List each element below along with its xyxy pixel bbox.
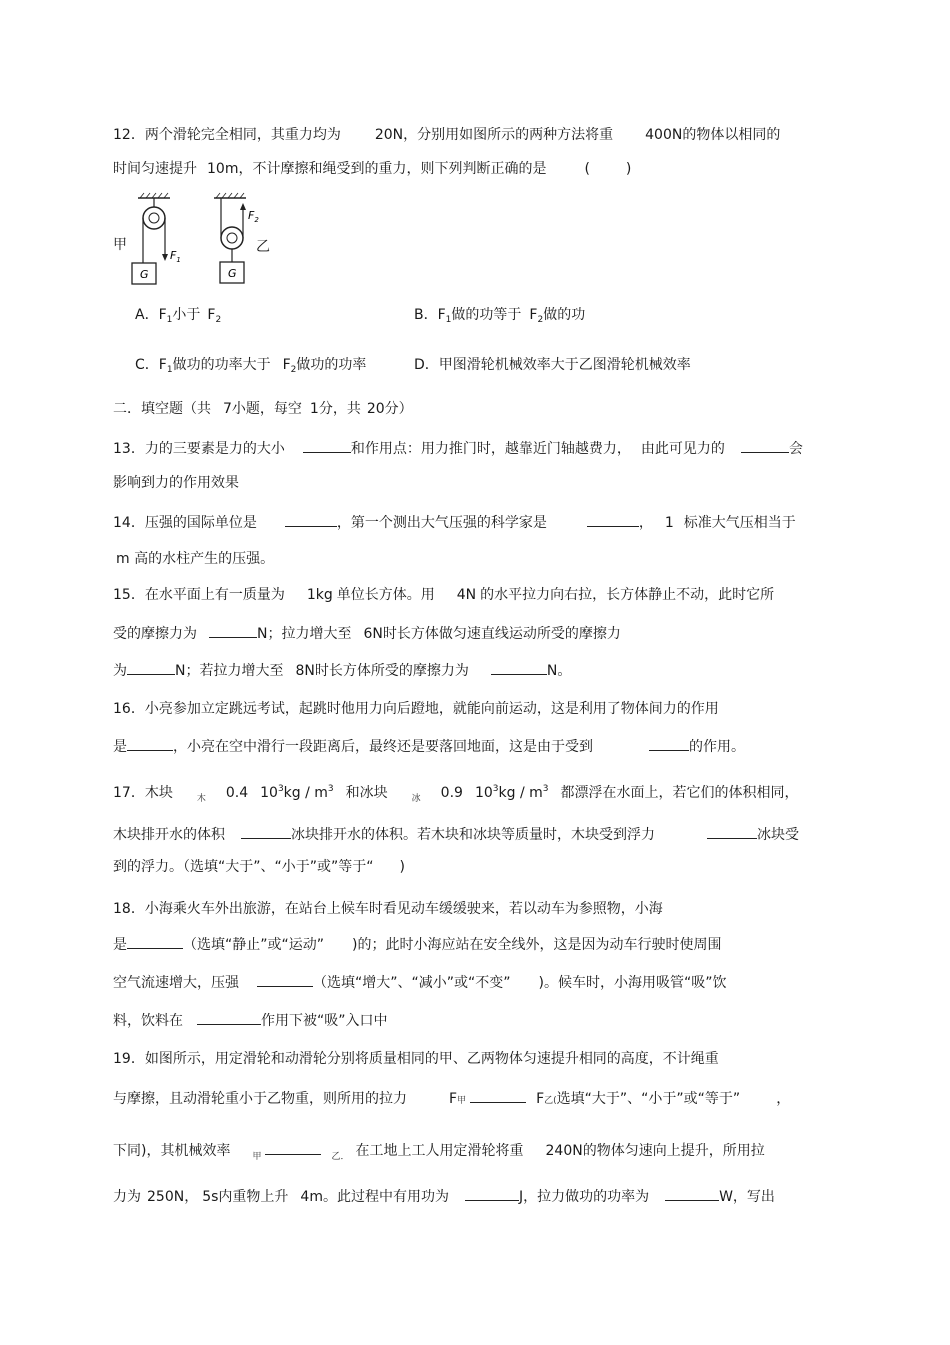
q13-text: 13．力的三要素是力的大小: [113, 441, 285, 457]
q17-text: 都漂浮在水面上，若它们的体积相同，: [560, 785, 799, 801]
q16-text: ，小亮在空中滑行一段距离后，最终还是要落回地面，这是由于受到: [173, 739, 593, 755]
q17-sup: 3: [277, 784, 284, 794]
q19-text: 力为: [113, 1189, 141, 1205]
q14-text: 14．压强的国际单位是: [113, 515, 257, 531]
option-a-sub: 1: [166, 315, 173, 325]
fill-blank[interactable]: [127, 660, 175, 675]
q18-text: )的；此时小海应站在安全线外，这是因为动车行驶时使周围: [352, 937, 722, 953]
fill-blank[interactable]: [303, 438, 351, 453]
section-text: 7小题，每空: [223, 401, 302, 417]
q17-text: 17．木块: [113, 785, 173, 801]
q18-text: 是: [113, 937, 127, 953]
fill-blank[interactable]: [587, 512, 639, 527]
q15-line2: [113, 623, 621, 643]
q15-text: 时长方体做匀速直线运动所受的摩擦力: [382, 626, 621, 642]
q19-text: 与摩擦，且动滑轮重小于乙物重，则所用的拉力: [113, 1091, 407, 1107]
block-g-yi: G: [228, 267, 237, 280]
svg-text:F2: [248, 209, 259, 224]
option-b-text: F: [437, 307, 446, 323]
q14-text: ，: [638, 515, 653, 531]
q15-line3: [113, 660, 571, 680]
fill-blank[interactable]: [257, 972, 313, 987]
q14-text: 1: [664, 515, 674, 531]
q16-line2: [113, 736, 745, 756]
option-a-sub: 2: [215, 315, 222, 325]
section-text: 20分）: [366, 401, 413, 417]
fill-blank[interactable]: [285, 512, 337, 527]
section2-heading: [113, 400, 413, 418]
q18-text: 空气流速增大，压强: [113, 975, 239, 991]
option-c-sub: 1: [166, 365, 173, 375]
movable-pulley-diagram: [214, 193, 259, 283]
q15-text: 单位长方体。用: [336, 587, 435, 603]
option-b-letter: B．: [414, 307, 438, 323]
q19-text: ，: [776, 1091, 791, 1107]
force-f1-sub: 1: [176, 256, 181, 264]
option-b-text: F: [529, 307, 538, 323]
q17-sup: 3: [492, 784, 499, 794]
option-c-text: 做功的功率: [296, 357, 367, 373]
fill-blank[interactable]: [209, 623, 257, 638]
q19-value: 240N: [545, 1143, 583, 1159]
q12-value: 10m: [207, 161, 239, 177]
fill-blank[interactable]: [265, 1140, 321, 1155]
answer-paren-close: ): [625, 161, 632, 177]
q18-text: )。候车时，小海用吸管“吸”饮: [538, 975, 727, 991]
fill-blank[interactable]: [197, 1010, 261, 1025]
force-f2-label: F: [248, 209, 255, 222]
q17-text: 木块排开水的体积: [113, 827, 225, 843]
q18-line2: [113, 934, 721, 954]
answer-paren-open: (: [584, 161, 590, 177]
q17-text: 冰块受: [757, 827, 799, 843]
section-text: 二．填空题（共: [113, 401, 211, 417]
q19-text: 选填“大于”、“小于”或“等于”: [556, 1091, 741, 1107]
option-a-letter: A．: [135, 307, 159, 323]
q19-sub: 乙(: [544, 1096, 557, 1106]
q12-text: 12．两个滑轮完全相同，其重力均为: [113, 127, 341, 143]
q18-line3: [113, 972, 727, 992]
q15-value: 8N: [295, 663, 315, 679]
q19-value: 5s: [202, 1189, 219, 1205]
q19-sub: 甲: [457, 1096, 467, 1106]
q14-text: 标准大气压相当于: [683, 515, 796, 531]
q14-line1: [113, 512, 796, 532]
block-g-jia: G: [140, 268, 149, 281]
q13-text: 和作用点：用力推门时，越靠近门轴越费力，: [350, 441, 631, 457]
fixed-pulley-diagram: [132, 193, 181, 284]
q17-value: 10: [260, 785, 278, 801]
q17-text: ): [399, 859, 405, 875]
q17-rho-sub: 冰: [411, 794, 421, 804]
q19-text: 。此过程中有用功为: [322, 1189, 449, 1205]
q19-text: 内重物上升: [218, 1189, 289, 1205]
figure-label-jia: 甲: [113, 237, 127, 253]
option-b-text: 做的功等于: [451, 307, 522, 323]
q19-line4: [113, 1186, 775, 1206]
q13-line2: 影响到力的作用效果: [113, 475, 239, 491]
q15-text: 时长方体所受的摩擦力为: [314, 663, 469, 679]
q17-line1: [113, 780, 798, 808]
q17-text: 和冰块: [345, 785, 388, 801]
q17-unit: kg / m: [283, 785, 328, 801]
q12-text: 时间匀速提升: [113, 161, 197, 177]
q13-text: 会: [788, 441, 803, 457]
option-d: D．甲图滑轮机械效率大于乙图滑轮机械效率: [414, 357, 691, 373]
q19-line2: [113, 1088, 790, 1110]
fill-blank[interactable]: [665, 1186, 719, 1201]
q19-symbol: F: [536, 1091, 545, 1107]
q19-line1: 19．如图所示，用定滑轮和动滑轮分别将质量相同的甲、乙两物体匀速提升相同的高度，不计绳重: [113, 1051, 719, 1067]
option-a: [135, 306, 221, 329]
q15-text: 的水平拉力向右拉，长方体静止不动，此时它所: [480, 587, 775, 603]
q17-line2: [113, 824, 799, 844]
force-f2-sub: 2: [254, 216, 259, 224]
fill-blank[interactable]: [465, 1186, 519, 1201]
q17-line3: [113, 858, 405, 876]
q14-text: ，第一个测出大气压强的科学家是: [336, 515, 547, 531]
q12-line1: [113, 126, 780, 144]
q17-rho-sub: 木: [196, 794, 206, 804]
q19-text: 的物体匀速向上提升，所用拉: [582, 1143, 765, 1159]
q12-value: 20N: [374, 127, 404, 143]
q17-sup: 3: [327, 784, 334, 794]
q19-symbol: F: [449, 1091, 458, 1107]
q19-line3: [113, 1140, 765, 1166]
q17-text: 到的浮力。（选填“大于”、“小于”或”等于“: [113, 859, 374, 875]
q15-value: 1kg: [306, 587, 333, 603]
q18-text: 料，饮料在: [113, 1013, 183, 1029]
q15-text: 受的摩擦力为: [113, 626, 197, 642]
q19-eta-sub: 甲: [252, 1152, 262, 1162]
q12-text: ，不计摩擦和绳受到的重力，则下列判断正确的是: [238, 161, 547, 177]
section-text: 1分，共: [309, 401, 361, 417]
fill-blank[interactable]: [127, 736, 173, 751]
q18-text: （选填“增大”、“减小”或“不变”: [313, 975, 511, 991]
q15-line1: [113, 586, 774, 604]
q18-text: （选填“静止”或“运动”: [183, 937, 325, 953]
figure-label-yi: 乙: [256, 239, 270, 255]
q15-text: 为: [113, 663, 127, 679]
q13-line1: [113, 438, 803, 458]
q12-line2: [113, 160, 631, 178]
q18-text: 作用下被“吸”入口中: [261, 1013, 388, 1029]
fill-blank[interactable]: [241, 824, 291, 839]
fill-blank[interactable]: [127, 934, 183, 949]
q18-line4: [113, 1010, 388, 1030]
q16-text: 的作用。: [689, 739, 745, 755]
fill-blank[interactable]: [741, 438, 789, 453]
q17-text: 冰块排开水的体积。若木块和冰块等质量时，木块受到浮力: [291, 827, 655, 843]
option-c-text: F: [158, 357, 167, 373]
q19-text: ，: [184, 1189, 199, 1205]
option-b-text: 做的功: [543, 307, 586, 323]
force-f1-label: F: [170, 249, 177, 262]
option-b-sub: 2: [537, 315, 544, 325]
q19-text: 下同)，其机械效率: [113, 1143, 231, 1159]
option-b-sub: 1: [445, 315, 452, 325]
q19-value: 250N: [147, 1189, 185, 1205]
q15-value: 6N: [363, 626, 383, 642]
q12-value: 400N: [645, 127, 683, 143]
q17-value: 0.9: [440, 785, 463, 801]
fill-blank[interactable]: [470, 1088, 526, 1103]
q13-text: 由此可见力的: [640, 441, 725, 457]
option-c-letter: C．: [135, 357, 159, 373]
q14-line2: m 高的水柱产生的压强。: [116, 551, 275, 567]
q15-text: N；拉力增大至: [257, 626, 352, 642]
q17-value: 0.4: [225, 785, 249, 801]
fill-blank[interactable]: [707, 824, 757, 839]
option-c-sub: 2: [290, 365, 297, 375]
q17-sup: 3: [542, 784, 549, 794]
option-a-text: 小于: [172, 307, 201, 323]
q12-text: 的物体以相同的: [682, 127, 781, 143]
option-c: [135, 356, 366, 379]
option-b: [414, 306, 585, 329]
q19-text: W，写出: [719, 1189, 775, 1205]
option-c-text: F: [282, 357, 291, 373]
q17-unit: kg / m: [498, 785, 543, 801]
q15-value: 4N: [456, 587, 477, 603]
q15-text: 15．在水平面上有一质量为: [113, 587, 285, 603]
q15-text: N。: [546, 663, 572, 679]
q12-text: ，分别用如图所示的两种方法将重: [403, 127, 614, 143]
q19-text: 在工地上工人用定滑轮将重: [355, 1143, 524, 1159]
q15-text: N；若拉力增大至: [175, 663, 284, 679]
svg-text:F1: [170, 249, 181, 264]
fill-blank[interactable]: [491, 660, 547, 675]
fill-blank[interactable]: [649, 736, 689, 751]
q18-line1: 18．小海乘火车外出旅游，在站台上候车时看见动车缓缓驶来，若以动车为参照物，小海: [113, 901, 663, 917]
q17-value: 10: [474, 785, 493, 801]
option-a-text: F: [158, 307, 167, 323]
option-a-text: F: [207, 307, 216, 323]
option-c-text: 做功的功率大于: [172, 357, 271, 373]
q19-eta-sub: 乙．: [331, 1152, 350, 1162]
q16-line1: 16．小亮参加立定跳远考试，起跳时他用力向后蹬地，就能向前运动，这是利用了物体间力的作用: [113, 701, 719, 717]
q19-value: 4m: [300, 1189, 323, 1205]
q19-text: J，拉力做功的功率为: [518, 1189, 650, 1205]
q16-text: 是: [113, 739, 127, 755]
